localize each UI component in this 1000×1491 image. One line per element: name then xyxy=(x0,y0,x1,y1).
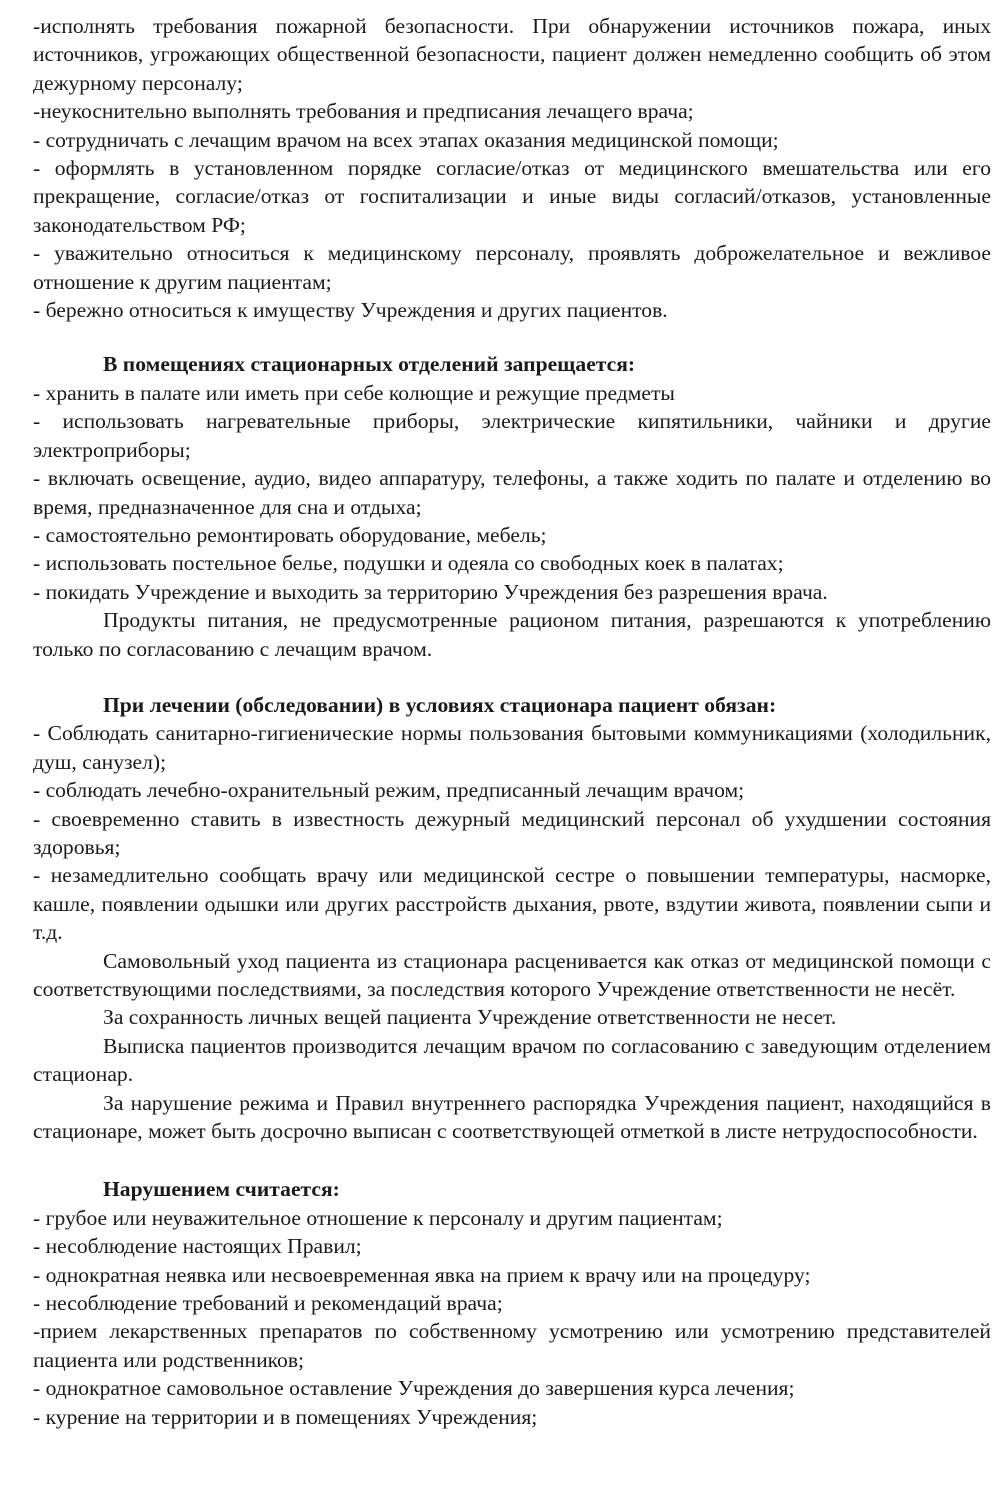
list-item: - несоблюдение требований и рекомендаций врача; xyxy=(33,1291,503,1316)
note-paragraph: За нарушение режима и Правил внутреннего распорядка Учреждения пациент, находящийся в стационаре, может быть досрочно выписан с соответствующей отметкой в листе нетрудоспособности. xyxy=(33,1090,991,1144)
list-item: - незамедлительно сообщать врачу или медицинской сестре о повышении температуры, насморке, кашле, появлении одышки или других расстройств дыхания, рвоте, вздутии живота, появлении сыпи и т.д. xyxy=(33,863,991,945)
list-item: - несоблюдение настоящих Правил; xyxy=(33,1234,362,1259)
list-item: - бережно относиться к имуществу Учреждения и других пациентов. xyxy=(33,298,668,323)
list-item: - включать освещение, аудио, видео аппаратуру, телефоны, а также ходить по палате и отделению во время, предназначенное для сна и отдыха; xyxy=(33,466,991,519)
list-item: - использовать нагревательные приборы, электрические кипятильники, чайники и другие электроприборы; xyxy=(33,409,991,462)
list-item: -исполнять требования пожарной безопасности. При обнаружении источников пожара, иных источников, угрожающих общественной безопасности, пациент должен немедленно сообщить об этом дежурному персоналу; xyxy=(33,14,991,95)
note-paragraph: Выписка пациентов производится лечащим врачом по согласованию с заведующим отделением стационар. xyxy=(33,1033,991,1087)
section-heading-prohibited: В помещениях стационарных отделений запрещается: xyxy=(103,352,636,377)
list-item: - грубое или неуважительное отношение к персоналу и другим пациентам; xyxy=(33,1205,723,1230)
list-item: - самостоятельно ремонтировать оборудование, мебель; xyxy=(33,522,547,547)
list-item: - курение на территории и в помещениях Учреждения; xyxy=(33,1404,538,1429)
note-paragraph: За сохранность личных вещей пациента Учреждение ответственности не несет. xyxy=(103,1005,837,1030)
prohibited-section xyxy=(33,350,991,662)
list-item: - сотрудничать с лечащим врачом на всех этапах оказания медицинской помощи; xyxy=(33,127,779,152)
patient-duties-continued xyxy=(33,12,991,324)
list-item: - уважительно относиться к медицинскому персоналу, проявлять доброжелательное и вежливое отношение к другим пациентам; xyxy=(33,241,991,294)
list-item: -прием лекарственных препаратов по собственному усмотрению или усмотрению представителей пациента или родственников; xyxy=(33,1319,991,1372)
list-item: - Соблюдать санитарно-гигиенические нормы пользования бытовыми коммуникациями (холодильник, душ, санузел); xyxy=(33,721,991,774)
section-heading-obliged: При лечении (обследовании) в условиях стационара пациент обязан: xyxy=(103,692,777,717)
violations-section xyxy=(33,1175,991,1431)
list-item: -неукоснительно выполнять требования и предписания лечащего врача; xyxy=(33,99,694,124)
list-item: - своевременно ставить в известность дежурный медицинский персонал об ухудшении состояния здоровья; xyxy=(33,806,991,859)
food-note-paragraph: Продукты питания, не предусмотренные рационом питания, разрешаются к употреблению только по согласованию с лечащим врачом. xyxy=(33,608,991,661)
list-item: - покидать Учреждение и выходить за территорию Учреждения без разрешения врача. xyxy=(33,579,828,604)
list-item: - однократная неявка или несвоевременная явка на прием к врачу или на процедуру; xyxy=(33,1262,811,1287)
list-item: - использовать постельное белье, подушки и одеяла со свободных коек в палатах; xyxy=(33,551,784,576)
section-heading-violations: Нарушением считается: xyxy=(103,1177,340,1202)
list-item: - соблюдать лечебно-охранительный режим, предписанный лечащим врачом; xyxy=(33,778,745,803)
list-item: - однократное самовольное оставление Учреждения до завершения курса лечения; xyxy=(33,1376,795,1401)
note-paragraph: Самовольный уход пациента из стационара расценивается как отказ от медицинской помощи с соответствующими последствиями, за последствия которого Учреждение ответственности не несёт. xyxy=(33,948,991,1001)
obliged-section xyxy=(33,691,991,1146)
list-item: - оформлять в установленном порядке согласие/отказ от медицинского вмешательства или его прекращение, согласие/отказ от госпитализации и иные виды согласий/отказов, установленные законодательством РФ; xyxy=(33,156,991,237)
list-item: - хранить в палате или иметь при себе колющие и режущие предметы xyxy=(33,380,675,405)
